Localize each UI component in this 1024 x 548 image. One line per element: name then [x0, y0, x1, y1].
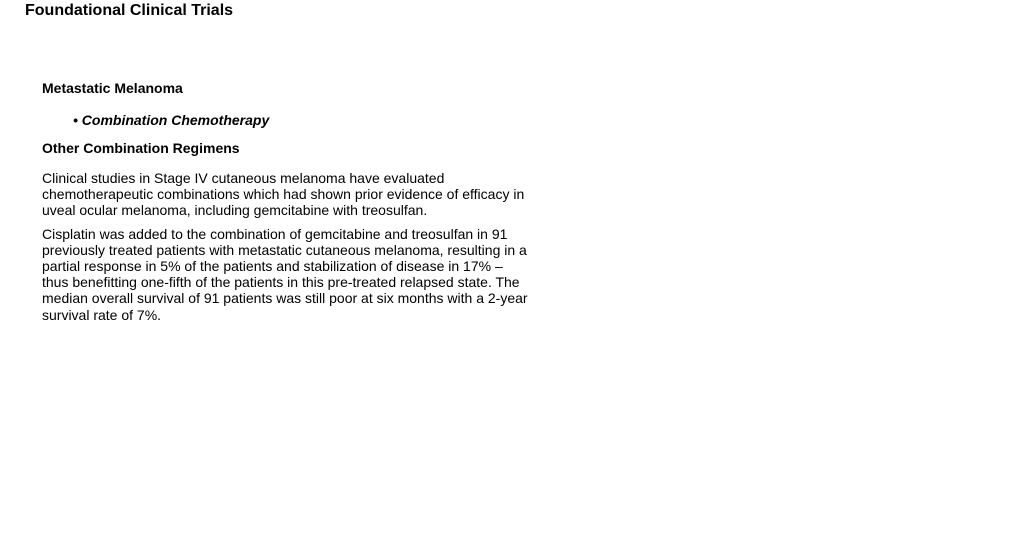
paragraph: Clinical studies in Stage IV cutaneous melanoma have evaluated chemotherapeutic combinations which had shown prior evidence of efficacy in uveal ocular melanoma, including gemcitabine with treosulfan. — [42, 170, 525, 219]
page-title: Foundational Clinical Trials — [25, 2, 234, 19]
sub-heading: Other Combination Regimens — [42, 140, 240, 156]
section-heading: Metastatic Melanoma — [42, 80, 183, 96]
paragraph: Cisplatin was added to the combination of gemcitabine and treosulfan in 91 previously treated patients with metastatic cutaneous melanoma, resulting in a partial response in 5% of the patients and stabilization of disease in 17% – thus benefitting one-fifth of the patients in this pre-treated relapsed state. The median overall survival of 91 patients was still poor at six months with a 2-year survival rate of 7%. — [42, 225, 528, 323]
bullet-item: • Combination Chemotherapy — [73, 112, 270, 128]
slide-content — [42, 80, 532, 323]
